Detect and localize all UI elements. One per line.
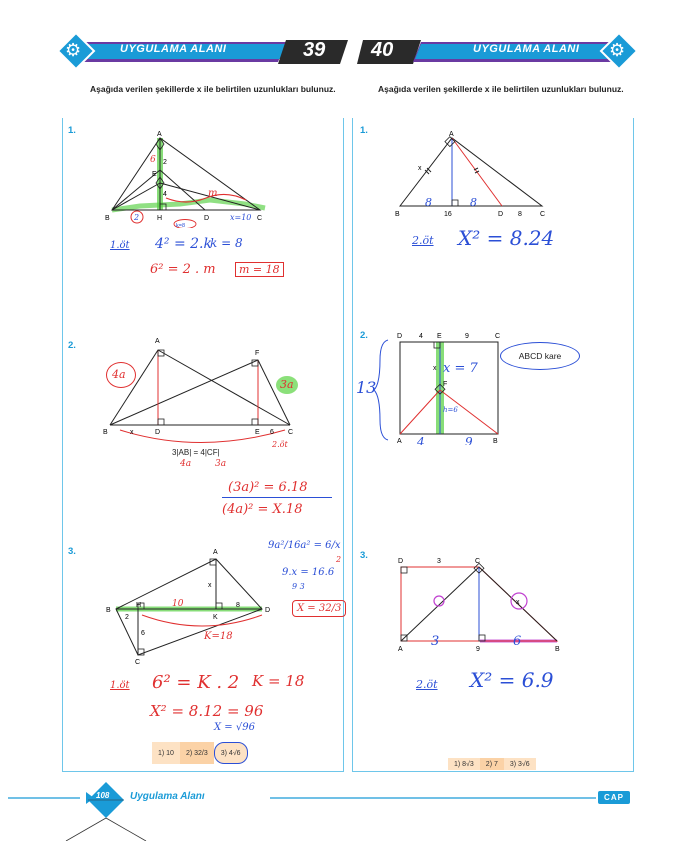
left-q3-number: 3. — [68, 546, 76, 557]
gear-icon: ⚙ — [65, 40, 82, 60]
label-B: B — [555, 646, 560, 653]
label-E: E — [255, 429, 260, 436]
seg-AE: 2 — [163, 159, 167, 166]
seg-DC: 3 — [437, 558, 441, 565]
label-H: H — [157, 215, 163, 222]
left-q2-boxed: X = 32/3 — [292, 600, 346, 617]
answer-2: 2) 32/3 — [180, 742, 214, 764]
right-header — [355, 30, 645, 70]
label-B: B — [103, 429, 108, 436]
label-A: A — [157, 131, 162, 138]
label-B: B — [106, 607, 111, 614]
left-header — [50, 30, 350, 70]
right-q2-thirteen: 13 — [356, 378, 377, 397]
right-q2-number: 2. — [360, 330, 368, 341]
hw-k18: K=18 — [204, 631, 233, 642]
label-C: C — [257, 215, 263, 222]
seg-BD: x — [130, 429, 134, 436]
hw-nine: 9 — [465, 435, 473, 445]
hw-ten: 10 — [172, 599, 184, 609]
right-q3-number: 3. — [360, 550, 368, 561]
hw-x-val: x=10 — [230, 213, 252, 222]
answer-3: 3) 4√6 — [214, 742, 248, 764]
label-C: C — [495, 333, 501, 340]
left-q1-figure — [100, 128, 280, 228]
left-q2-frac: 9a²/16a² = 6/x — [268, 540, 341, 551]
footer-brand-logo — [598, 791, 630, 804]
answer-3: 3) 3√6 — [504, 758, 536, 770]
label-C: C — [135, 659, 141, 666]
label-E: E — [152, 171, 157, 178]
hw-ae-note: 6 — [150, 155, 156, 165]
label-D: D — [498, 211, 504, 218]
right-q3-step: 2.öt — [416, 678, 438, 691]
left-q2-under-cf: 3a — [215, 459, 227, 469]
seg-EC: 9 — [465, 333, 469, 340]
right-q1-step: 2.öt — [412, 234, 434, 247]
right-q1-eq: X² = 8.24 — [458, 226, 555, 250]
label-K: K — [213, 614, 218, 621]
left-banner-title: UYGULAMA ALANI — [120, 43, 227, 55]
seg-BH: 2 — [125, 614, 129, 621]
left-q2-relation: 3|AB| = 4|CF| — [172, 448, 220, 457]
label-B: B — [105, 215, 110, 222]
answer-1: 1) 10 — [152, 742, 180, 764]
left-q1-step: 1.öt — [110, 240, 130, 251]
seg-EC: 6 — [270, 429, 274, 436]
brand-text: CAP — [604, 793, 624, 802]
left-q1-boxed: m = 18 — [235, 262, 284, 277]
label-C: C — [540, 211, 546, 218]
left-page-number: 39 — [303, 39, 326, 61]
left-q2-eq1: (3a)² = 6.18 — [228, 480, 308, 495]
right-banner-title: UYGULAMA ALANI — [473, 43, 580, 55]
footer-page-number: 108 — [96, 791, 110, 800]
seg-AB: 9 — [476, 646, 480, 653]
seg-EH: 4 — [163, 191, 167, 198]
left-q1-number: 1. — [68, 125, 76, 136]
right-q3-eq: X² = 6.9 — [470, 668, 554, 692]
seg-BD: 16 — [444, 211, 452, 218]
seg-DE: 4 — [419, 333, 423, 340]
hw-four: 4 — [417, 435, 425, 445]
left-q2-under-ab: 4a — [180, 459, 192, 469]
right-q3-figure — [395, 555, 570, 660]
footer-title: Uygulama Alanı — [130, 791, 205, 802]
left-answer-strip — [152, 742, 248, 764]
left-q3-eq1b: K = 18 — [252, 672, 305, 690]
label-A: A — [398, 646, 403, 653]
right-q2-figure — [395, 330, 505, 445]
bubble-text: ABCD kare — [518, 351, 562, 361]
hw-h6: h=6 — [443, 406, 458, 414]
left-q1-eq2: 6² = 2 . m — [150, 262, 216, 277]
label-E: E — [437, 333, 442, 340]
answer-1: 1) 8√3 — [448, 758, 480, 770]
label-D: D — [204, 215, 210, 222]
left-q2-eq2: (4a)² = X.18 — [222, 502, 303, 517]
label-D: D — [265, 607, 271, 614]
left-q3-step: 1.öt — [110, 680, 130, 691]
left-q2-figure — [100, 330, 300, 450]
left-q2-number: 2. — [68, 340, 76, 351]
left-q2-eq3-denoms: 9 3 — [292, 582, 305, 591]
seg-AK: x — [208, 582, 212, 589]
left-q3-figure — [100, 545, 280, 670]
hw-m: m — [208, 188, 218, 199]
right-page-number: 40 — [371, 39, 394, 61]
right-instruction: Aşağıda verilen şekillerde x ile belirtilen uzunlukları bulunuz. — [378, 84, 624, 94]
seg-AB: x — [418, 165, 422, 172]
right-q1-number: 1. — [360, 125, 368, 136]
seg-KD: 8 — [236, 602, 240, 609]
label-B: B — [493, 438, 498, 445]
label-D: D — [398, 558, 404, 565]
seg-HC: 6 — [141, 630, 145, 637]
label-x: x — [516, 599, 520, 606]
seg-DC: 8 — [518, 211, 522, 218]
right-q2-bubble — [500, 342, 580, 370]
gear-icon: ⚙ — [609, 40, 626, 60]
hw-corner: 2.öt — [272, 440, 288, 449]
left-q2-fraction-line — [222, 497, 332, 498]
left-q3-eq3: X = √96 — [214, 722, 255, 733]
left-q2-hw-3a: 3a — [280, 378, 294, 391]
footer-graphic — [0, 780, 691, 841]
left-q2-eq3: 9.x = 16.6 — [282, 567, 335, 578]
label-F: F — [255, 350, 260, 357]
hw-hb-circle: 2 — [134, 213, 140, 222]
right-answer-strip — [448, 758, 536, 770]
hw-eight-left: 8 — [425, 196, 432, 209]
label-D: D — [397, 333, 403, 340]
left-q1-eq1: 4² = 2.k — [155, 236, 212, 252]
label-F: F — [443, 381, 448, 388]
hw-eight-right: 8 — [470, 196, 477, 209]
label-A: A — [155, 338, 160, 345]
hw-three: 3 — [431, 634, 440, 649]
left-q3-eq2: X² = 8.12 = 96 — [150, 702, 264, 720]
left-instruction: Aşağıda verilen şekillerde x ile belirtilen uzunlukları bulunuz. — [90, 84, 336, 94]
label-A: A — [449, 131, 454, 138]
hw-x7: x = 7 — [443, 361, 478, 376]
left-q2-hw-4a: 4a — [112, 368, 126, 381]
left-q3-eq1: 6² = K . 2 — [152, 672, 240, 693]
label-A: A — [397, 438, 402, 445]
label-B: B — [395, 211, 400, 218]
hw-six: 6 — [513, 634, 522, 649]
label-A: A — [213, 549, 218, 556]
right-q1-figure — [390, 128, 560, 228]
seg-EF: x — [433, 365, 437, 372]
label-D: D — [155, 429, 161, 436]
left-q2-corner: 2 — [336, 555, 342, 564]
answer-2: 2) 7 — [480, 758, 504, 770]
hw-k-note: k=8 — [176, 223, 186, 228]
left-q1-eq1b: k = 8 — [210, 236, 243, 250]
label-C: C — [288, 429, 294, 436]
label-C: C — [475, 558, 481, 565]
label-H: H — [136, 602, 142, 609]
